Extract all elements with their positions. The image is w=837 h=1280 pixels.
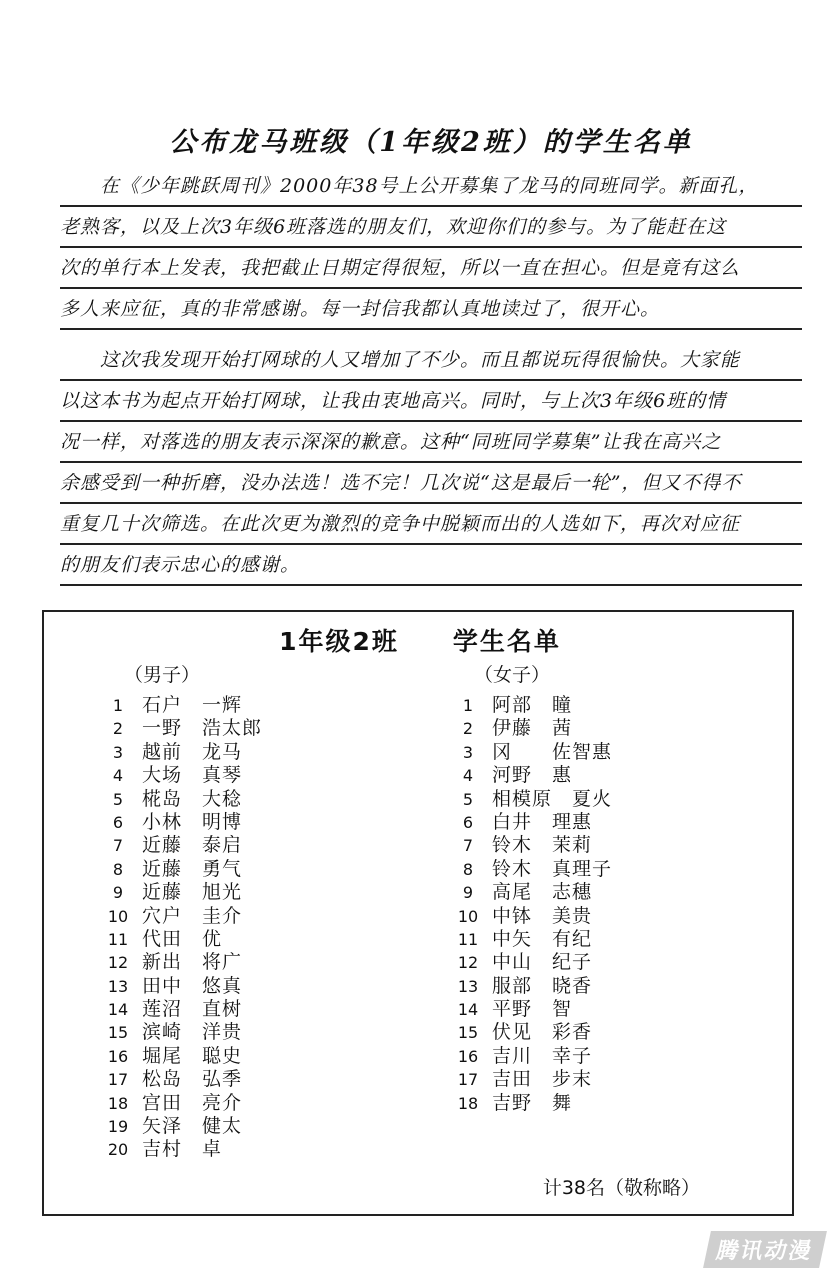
student-number: 7 xyxy=(112,836,124,856)
girl-row xyxy=(444,1021,612,1044)
body-line: 余感受到一种折磨，没办法选！选不完！几次说“这是最后一轮”，但又不得不 xyxy=(60,463,802,504)
student-number: 19 xyxy=(107,1117,129,1137)
boy-row xyxy=(94,834,262,857)
student-number: 13 xyxy=(457,976,479,996)
body-line: 次的单行本上发表，我把截止日期定得很短，所以一直在担心。但是竟有这么 xyxy=(60,248,802,289)
body-line: 在《少年跳跃周刊》2000年38号上公开募集了龙马的同班同学。新面孔， xyxy=(60,166,802,207)
student-number: 11 xyxy=(457,929,479,949)
girl-row xyxy=(444,928,612,951)
boy-row xyxy=(94,811,262,834)
student-name: 伏见 彩香 xyxy=(492,1021,593,1044)
student-name: 阿部 瞳 xyxy=(492,694,573,716)
girl-row xyxy=(444,788,612,811)
girl-row xyxy=(444,717,612,740)
student-name: 河野 惠 xyxy=(492,764,573,787)
boy-row xyxy=(94,1068,262,1091)
boy-row xyxy=(94,741,262,764)
student-name: 白井 理惠 xyxy=(492,810,593,833)
roster-title: 1年级2班 学生名单 xyxy=(279,627,561,656)
boy-row xyxy=(94,717,262,740)
student-name: 代田 优 xyxy=(142,927,223,950)
student-name: 吉田 步末 xyxy=(492,1068,593,1091)
boy-row xyxy=(94,1045,262,1068)
boy-row xyxy=(94,905,262,928)
student-name: 伊藤 茜 xyxy=(492,717,573,740)
boy-row xyxy=(94,998,262,1021)
student-number: 16 xyxy=(457,1046,479,1066)
student-name: 近藤 旭光 xyxy=(142,881,243,904)
student-name: 松岛 弘季 xyxy=(142,1068,243,1091)
body-line: 的朋友们表示忠心的感谢。 xyxy=(60,545,802,586)
boys-heading: （男子） xyxy=(124,664,201,686)
student-name: 堀尾 聪史 xyxy=(142,1044,243,1067)
student-name: 新出 将广 xyxy=(142,951,243,974)
announcement-body xyxy=(60,166,802,586)
body-line: 这次我发现开始打网球的人又增加了不少。而且都说玩得很愉快。大家能 xyxy=(60,340,802,381)
student-number: 4 xyxy=(462,766,474,786)
boy-row xyxy=(94,1138,262,1161)
student-name: 石户 一辉 xyxy=(142,694,243,716)
boys-list xyxy=(94,694,262,1162)
body-line: 老熟客，以及上次3年级6班落选的朋友们，欢迎你们的参与。为了能赶在这 xyxy=(60,207,802,248)
student-name: 高尾 志穗 xyxy=(492,881,593,904)
student-number: 6 xyxy=(462,812,474,832)
student-name: 铃木 真理子 xyxy=(492,857,613,880)
boy-row xyxy=(94,788,262,811)
body-line: 以这本书为起点开始打网球，让我由衷地高兴。同时，与上次3年级6班的情 xyxy=(60,381,802,422)
student-name: 宫田 亮介 xyxy=(142,1091,243,1114)
boy-row xyxy=(94,858,262,881)
student-name: 中钵 美贵 xyxy=(492,904,593,927)
girl-row xyxy=(444,998,612,1021)
girl-row xyxy=(444,764,612,787)
student-name: 一野 浩太郎 xyxy=(142,717,263,740)
student-number: 14 xyxy=(107,1000,129,1020)
boy-row xyxy=(94,928,262,951)
student-name: 吉野 舞 xyxy=(492,1091,573,1114)
girl-row xyxy=(444,975,612,998)
student-number: 2 xyxy=(462,719,474,739)
student-number: 20 xyxy=(107,1140,129,1160)
student-number: 12 xyxy=(107,953,129,973)
student-number: 8 xyxy=(462,859,474,879)
student-name: 吉村 卓 xyxy=(142,1138,223,1161)
student-number: 5 xyxy=(462,789,474,809)
boy-row xyxy=(94,975,262,998)
student-name: 滨崎 洋贵 xyxy=(142,1021,243,1044)
boy-row xyxy=(94,881,262,904)
student-name: 椛岛 大稔 xyxy=(142,787,243,810)
student-name: 矢泽 健太 xyxy=(142,1115,243,1138)
student-number: 15 xyxy=(107,1023,129,1043)
announcement-title: 公布龙马班级（1年级2班）的学生名单 xyxy=(169,127,693,158)
student-number: 1 xyxy=(462,696,474,715)
girl-row xyxy=(444,811,612,834)
student-name: 吉川 幸子 xyxy=(492,1044,593,1067)
student-name: 近藤 勇气 xyxy=(142,857,243,880)
girl-row xyxy=(444,881,612,904)
boy-row xyxy=(94,1021,262,1044)
student-name: 中矢 有纪 xyxy=(492,927,593,950)
boy-row xyxy=(94,1092,262,1115)
student-name: 平野 智 xyxy=(492,998,573,1021)
student-number: 14 xyxy=(457,1000,479,1020)
student-name: 中山 纪子 xyxy=(492,951,593,974)
student-number: 16 xyxy=(107,1046,129,1066)
girl-row xyxy=(444,741,612,764)
student-name: 服部 晓香 xyxy=(492,974,593,997)
student-name: 铃木 茉莉 xyxy=(492,834,593,857)
girls-list xyxy=(444,694,612,1115)
student-number: 9 xyxy=(112,883,124,903)
student-name: 田中 悠真 xyxy=(142,974,243,997)
student-number: 15 xyxy=(457,1023,479,1043)
student-number: 1 xyxy=(112,696,124,715)
student-name: 冈 佐智惠 xyxy=(492,740,613,763)
girl-row xyxy=(444,694,612,717)
student-number: 9 xyxy=(462,883,474,903)
student-name: 近藤 泰启 xyxy=(142,834,243,857)
student-name: 相模原 夏火 xyxy=(492,787,613,810)
boy-row xyxy=(94,694,262,717)
girls-heading: （女子） xyxy=(474,664,551,686)
student-number: 10 xyxy=(457,906,479,926)
girl-row xyxy=(444,858,612,881)
student-number: 3 xyxy=(112,742,124,762)
body-line: 况一样，对落选的朋友表示深深的歉意。这种“同班同学募集”让我在高兴之 xyxy=(60,422,802,463)
student-number: 18 xyxy=(107,1093,129,1113)
girl-row xyxy=(444,834,612,857)
student-number: 13 xyxy=(107,976,129,996)
boy-row xyxy=(94,1115,262,1138)
student-roster xyxy=(42,610,794,1216)
total-count: 计38名（敬称略） xyxy=(542,1177,700,1199)
girl-row xyxy=(444,905,612,928)
paragraph-gap xyxy=(60,330,802,340)
student-number: 17 xyxy=(457,1070,479,1090)
student-name: 大场 真琴 xyxy=(142,764,243,787)
student-name: 莲沼 直树 xyxy=(142,998,243,1021)
body-line: 重复几十次筛选。在此次更为激烈的竞争中脱颖而出的人选如下，再次对应征 xyxy=(60,504,802,545)
watermark-logo: 腾讯动漫 xyxy=(703,1231,827,1268)
student-number: 18 xyxy=(457,1093,479,1113)
girl-row xyxy=(444,1092,612,1115)
girl-row xyxy=(444,951,612,974)
student-number: 11 xyxy=(107,929,129,949)
student-number: 17 xyxy=(107,1070,129,1090)
girl-row xyxy=(444,1045,612,1068)
body-line: 多人来应征，真的非常感谢。每一封信我都认真地读过了，很开心。 xyxy=(60,289,802,330)
boy-row xyxy=(94,951,262,974)
student-number: 3 xyxy=(462,742,474,762)
student-name: 小林 明博 xyxy=(142,810,243,833)
student-name: 穴户 圭介 xyxy=(142,904,243,927)
student-number: 5 xyxy=(112,789,124,809)
boy-row xyxy=(94,764,262,787)
student-number: 8 xyxy=(112,859,124,879)
student-number: 12 xyxy=(457,953,479,973)
student-number: 7 xyxy=(462,836,474,856)
student-number: 2 xyxy=(112,719,124,739)
student-number: 4 xyxy=(112,766,124,786)
student-number: 6 xyxy=(112,812,124,832)
girl-row xyxy=(444,1068,612,1091)
student-number: 10 xyxy=(107,906,129,926)
student-name: 越前 龙马 xyxy=(142,740,243,763)
